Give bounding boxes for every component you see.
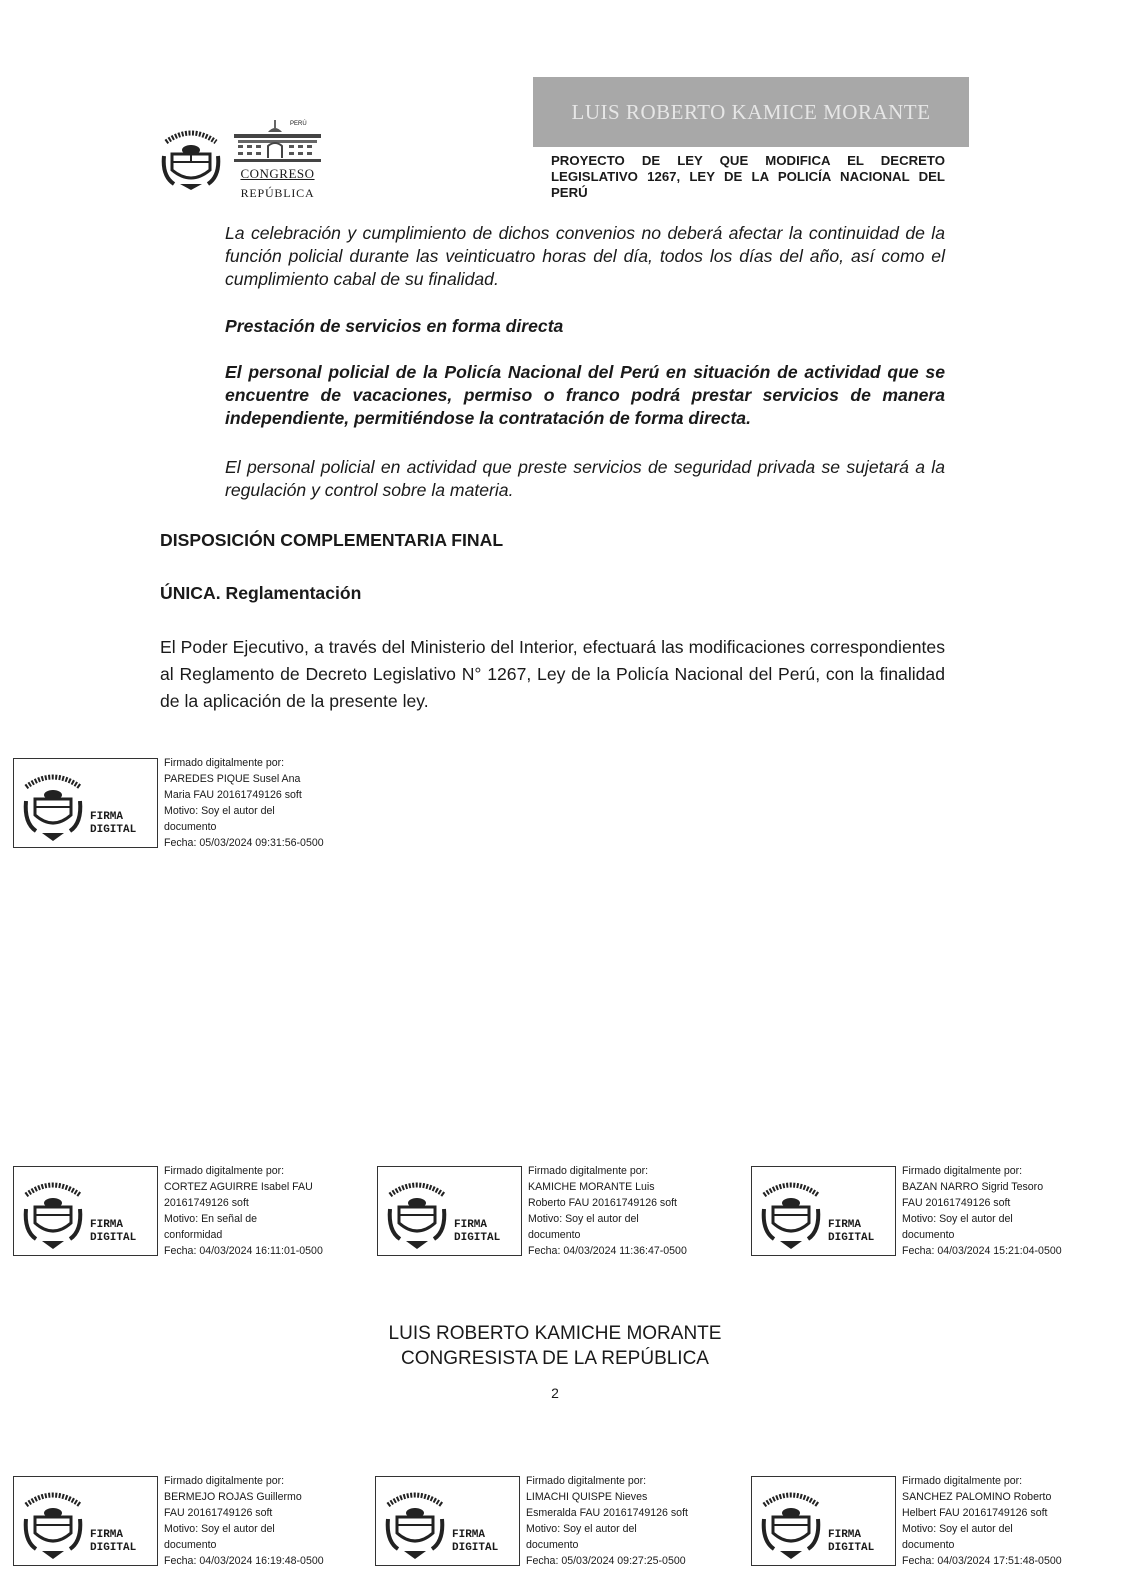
- signature-text: Firmado digitalmente por: SANCHEZ PALOMINO Roberto Helbert FAU 20161749126 soft Motivo: Soy el autor del documento Fecha: 04/03/2024 17:51:48-0500: [902, 1475, 1062, 1567]
- signature-seal-icon: [382, 1485, 448, 1561]
- paragraph-reglamentacion: El Poder Ejecutivo, a través del Ministerio del Interior, efectuará las modificaciones correspondientes al Reglamento de Decreto Legislativo N° 1267, Ley de la Policía Nacional del Perú, con la finalidad de la aplicación de la presente ley.: [160, 637, 945, 711]
- signature-text: Firmado digitalmente por: KAMICHE MORANTE Luis Roberto FAU 20161749126 soft Motivo: Soy el autor del documento Fecha: 04/03/2024 11:36:47-0500: [528, 1165, 687, 1257]
- digital-signature-block: [13, 758, 383, 850]
- digital-signature-block: [751, 1166, 1116, 1258]
- firma-digital-stamp: [13, 758, 158, 848]
- firma-digital-label: FIRMA DIGITAL: [828, 1529, 875, 1554]
- firma-digital-label: FIRMA DIGITAL: [828, 1219, 875, 1244]
- signature-seal-icon: [20, 1485, 86, 1561]
- subheading-prestacion: Prestación de servicios en forma directa: [225, 316, 564, 336]
- signature-text: Firmado digitalmente por: LIMACHI QUISPE Nieves Esmeralda FAU 20161749126 soft Motivo: Soy el autor del documento Fecha: 05/03/2024 09:27:25-0500: [526, 1475, 688, 1567]
- signature-seal-icon: [758, 1175, 824, 1251]
- paragraph-personal-policial: El personal policial de la Policía Nacional del Perú en situación de actividad que se encuentre de vacaciones, permiso o franco podrá prestar servicios de manera independiente, permitiéndose la contratación de forma directa.: [225, 362, 945, 428]
- congreso-logo: [230, 118, 325, 202]
- digital-signature-block: [13, 1476, 383, 1568]
- firma-digital-stamp: [13, 1166, 158, 1256]
- section-title: DISPOSICIÓN COMPLEMENTARIA FINAL: [160, 530, 504, 550]
- digital-signature-block: [377, 1166, 747, 1258]
- digital-signature-block: [13, 1166, 383, 1258]
- firma-digital-stamp: [751, 1166, 896, 1256]
- logo-small-text: PERÚ: [290, 121, 307, 127]
- header-name-banner: [533, 77, 969, 147]
- project-title: PROYECTO DE LEY QUE MODIFICA EL DECRETO LEGISLATIVO 1267, LEY DE LA POLICÍA NACIONAL DEL PERÚ: [551, 153, 945, 200]
- firma-digital-label: FIRMA DIGITAL: [90, 1529, 137, 1554]
- header-banner-name: LUIS ROBERTO KAMICE MORANTE: [571, 99, 931, 124]
- firma-digital-label: FIRMA DIGITAL: [452, 1529, 499, 1554]
- firma-digital-stamp: [13, 1476, 158, 1566]
- logo-republica-text: REPÚBLICA: [240, 186, 315, 200]
- firma-digital-label: FIRMA DIGITAL: [90, 1219, 137, 1244]
- firma-digital-stamp: [377, 1166, 522, 1256]
- signature-text: Firmado digitalmente por: BAZAN NARRO Sigrid Tesoro FAU 20161749126 soft Motivo: Soy el autor del documento Fecha: 04/03/2024 15:21:04-0500: [902, 1165, 1062, 1257]
- firma-digital-stamp: [751, 1476, 896, 1566]
- signature-seal-icon: [758, 1485, 824, 1561]
- digital-signature-block: [751, 1476, 1116, 1568]
- paragraph-convenios: La celebración y cumplimiento de dichos convenios no deberá afectar la continuidad de la función policial durante las veinticuatro horas del día, todos los días del año, así como el cumplimiento cabal de su finalidad.: [225, 223, 945, 289]
- paragraph-seguridad-privada: El personal policial en actividad que preste servicios de seguridad privada se sujetará a la regulación y control sobre la materia.: [225, 457, 945, 500]
- page-number: 2: [551, 1385, 559, 1401]
- signature-text: Firmado digitalmente por: CORTEZ AGUIRRE Isabel FAU 20161749126 soft Motivo: En señal de conformidad Fecha: 04/03/2024 16:11:01-0500: [164, 1165, 323, 1257]
- firma-digital-label: FIRMA DIGITAL: [90, 811, 137, 836]
- article-title: ÚNICA. Reglamentación: [160, 583, 362, 603]
- footer-congressman-name: LUIS ROBERTO KAMICHE MORANTE: [388, 1323, 722, 1344]
- signature-seal-icon: [20, 1175, 86, 1251]
- signature-text: Firmado digitalmente por: PAREDES PIQUE Susel Ana Maria FAU 20161749126 soft Motivo: Soy el autor del documento Fecha: 05/03/2024 09:31:56-0500: [164, 757, 324, 849]
- peru-coat-of-arms-logo: [160, 126, 222, 192]
- footer-congressman-role: CONGRESISTA DE LA REPÚBLICA: [401, 1348, 709, 1369]
- signature-seal-icon: [384, 1175, 450, 1251]
- firma-digital-stamp: [375, 1476, 520, 1566]
- logo-congreso-text: CONGRESO: [240, 166, 315, 181]
- firma-digital-label: FIRMA DIGITAL: [454, 1219, 501, 1244]
- digital-signature-block: [375, 1476, 745, 1568]
- signature-seal-icon: [20, 767, 86, 843]
- signature-text: Firmado digitalmente por: BERMEJO ROJAS Guillermo FAU 20161749126 soft Motivo: Soy el autor del documento Fecha: 04/03/2024 16:19:48-0500: [164, 1475, 324, 1567]
